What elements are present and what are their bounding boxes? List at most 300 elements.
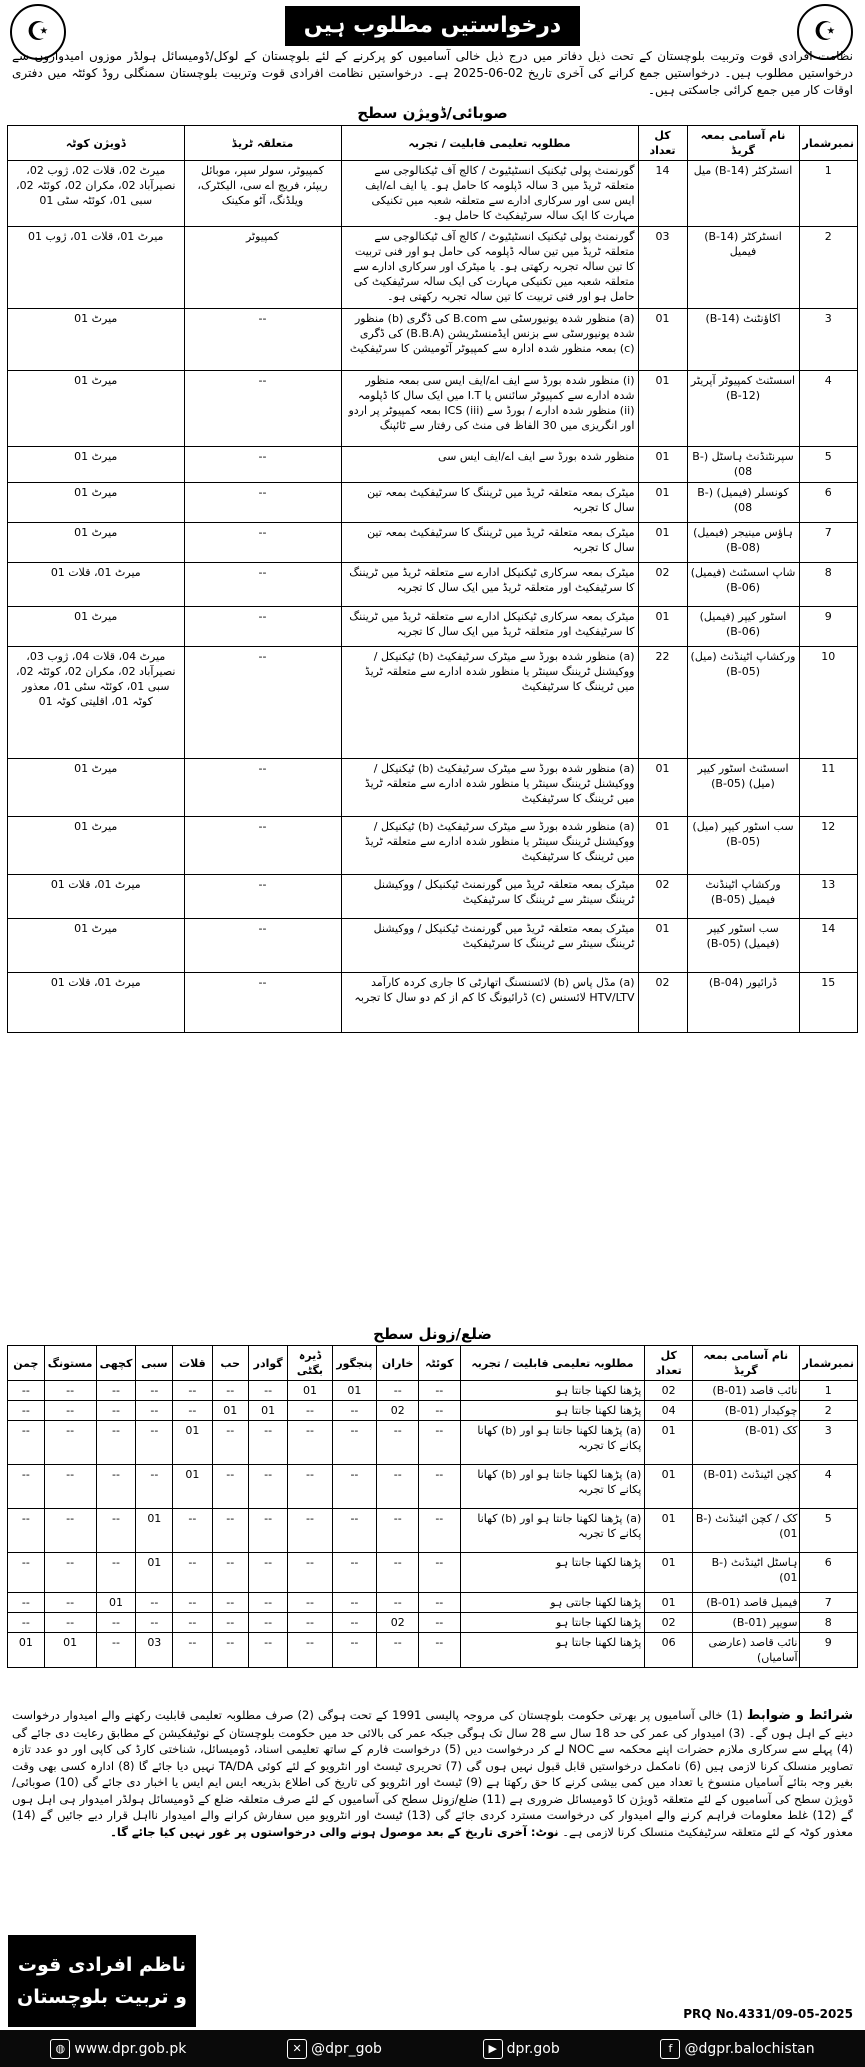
facebook-text: @dgpr.balochistan (684, 2040, 815, 2057)
qualification-cell: میٹرک بمعہ متعلقہ ٹریڈ میں ٹریننگ کا سرٹیفکیٹ بمعہ تین سال کا تجربہ (341, 523, 638, 563)
col-header: سبی (136, 1346, 173, 1381)
district-quota-cell: -- (173, 1593, 212, 1613)
serial-cell: 1 (799, 1381, 858, 1401)
district-quota-cell: -- (44, 1553, 96, 1593)
district-quota-cell: -- (212, 1465, 248, 1509)
col-quota: ڈویژن کوٹہ (8, 126, 185, 161)
district-quota-cell: 01 (136, 1553, 173, 1593)
count-cell: 01 (638, 759, 687, 817)
district-quota-cell: -- (96, 1633, 136, 1668)
serial-cell: 6 (799, 1553, 858, 1593)
district-quota-cell: -- (248, 1613, 288, 1633)
district-quota-cell: -- (248, 1465, 288, 1509)
col-header: چمن (8, 1346, 45, 1381)
count-cell: 01 (645, 1421, 693, 1465)
qualification-cell: پڑھنا لکھنا جانتا ہو (460, 1553, 645, 1593)
district-quota-cell: -- (332, 1465, 377, 1509)
serial-cell: 6 (799, 483, 858, 523)
facebook-icon: f (660, 2039, 680, 2059)
serial-cell: 7 (799, 1593, 858, 1613)
district-quota-cell: 02 (377, 1401, 419, 1421)
col-header: کل تعداد (645, 1346, 693, 1381)
district-quota-cell: -- (8, 1381, 45, 1401)
post-cell: ڈرائیور (B-04) (687, 973, 799, 1033)
district-quota-cell: 01 (212, 1401, 248, 1421)
count-cell: 01 (645, 1553, 693, 1593)
serial-cell: 14 (799, 919, 858, 973)
district-quota-cell: -- (332, 1401, 377, 1421)
col-header: نام آسامی بمعہ گریڈ (693, 1346, 799, 1381)
qualification-cell: (a) مڈل پاس (b) لائسنسنگ اتھارٹی کا جاری کردہ کارآمد HTV/LTV لائسنس (c) ڈرائیونگ کا کم از کم دو سال کا تجربہ (341, 973, 638, 1033)
col-trade: متعلقہ ٹریڈ (184, 126, 341, 161)
district-quota-cell: -- (377, 1465, 419, 1509)
qualification-cell: پڑھنا لکھنا جانتا ہو (460, 1401, 645, 1421)
post-cell: سپرنٹنڈنٹ ہاسٹل (B-08) (687, 447, 799, 483)
district-quota-cell: -- (419, 1553, 460, 1593)
district-quota-cell: -- (288, 1401, 332, 1421)
twitter-link[interactable] (287, 2039, 382, 2059)
table-row (8, 875, 858, 919)
district-quota-cell: -- (419, 1381, 460, 1401)
conditions-text: (1) خالی آسامیوں پر بھرتی حکومت بلوچستان کی مروجہ پالیسی 1991 کے تحت ہوگی (2) صرف مطلوبہ تعلیمی قابلیت رکھنے والے امیدوار درخواست دینے کے اہل ہوں گے۔ (3) امیدوار کی عمر کی حد 18 سال سے 28 سال تک ہوگی جبکہ عمر کی بالائی حد میں حکومت بلوچستان کے نوٹیفکیشن کے مطابق رعایت دی جائے گی (4) پہلے سے سرکاری ملازم حضرات اپنے محکمہ سے NOC لے کر درخواست دیں (5) درخواست فارم کے ساتھ تعلیمی اسناد، ڈومیسائل، شناختی کارڈ کی کاپی اور دو عدد تازہ تصاویر منسلک کرنا لازمی ہیں (6) نامکمل درخواستیں قابل قبول نہیں ہوں گی (7) تحریری ٹیسٹ اور انٹرویو کے لئے کوئی TA/DA نہیں دیا جائے گا (8) ادارہ کسی بھی وقت بغیر وجہ بتائے آسامیاں منسوخ یا تعداد میں کمی بیشی کرنے کا حق رکھتا ہے (9) ٹیسٹ اور انٹرویو کی تاریخ کی اطلاع بذریعہ ایس ایم ایس یا اخبار دی جائے گی (10) صوبائی/ڈویژن سطح کی آسامیوں کے لئے متعلقہ ڈویژن کا ڈومیسائل ضروری ہے (11) ضلع/زونل سطح کی آسامیوں کے لئے صرف متعلقہ ضلع کے ڈومیسائل ہولڈر امیدوار ہی اہل ہوں گے (12) غلط معلومات فراہم کرنے والے امیدوار کی درخواست مسترد کردی جائے گی (13) ٹیسٹ اور انٹرویو میں سفارش کرانے والے امیدوار نااہل قرار دیے جائیں گے (14) معذور کوٹہ کے لئے متعلقہ سرٹیفکیٹ منسلک کرنا لازمی ہے۔ (12, 1708, 854, 1839)
district-quota-cell: -- (96, 1421, 136, 1465)
qualification-cell: پڑھنا لکھنا جانتا ہو (460, 1381, 645, 1401)
count-cell: 02 (638, 563, 687, 607)
qualification-cell: (a) منظور شدہ بورڈ سے میٹرک سرٹیفکیٹ (b) ٹیکنیکل / ووکیشنل ٹریننگ سینٹر یا منظور شدہ ادارے سے متعلقہ ٹریڈ میں ٹریننگ کا سرٹیفکیٹ (341, 817, 638, 875)
district-quota-cell: -- (332, 1553, 377, 1593)
district-quota-cell: -- (96, 1613, 136, 1633)
qualification-cell: میٹرک بمعہ سرکاری ٹیکنیکل ادارے سے متعلقہ ٹریڈ میں ٹریننگ کا سرٹیفکیٹ اور متعلقہ ٹریڈ میں ایک سال کا تجربہ (341, 563, 638, 607)
table-row (8, 607, 858, 647)
qualification-cell: (a) منظور شدہ بورڈ سے میٹرک سرٹیفکیٹ (b) ٹیکنیکل / ووکیشنل ٹریننگ سینٹر یا منظور شدہ ادارے سے متعلقہ ٹریڈ میں ٹریننگ کا سرٹیفکیٹ (341, 759, 638, 817)
quota-cell: میرٹ 01 (8, 759, 185, 817)
trade-cell: -- (184, 483, 341, 523)
count-cell: 01 (638, 817, 687, 875)
district-quota-cell: -- (44, 1381, 96, 1401)
col-header: مطلوبہ تعلیمی قابلیت / تجربہ (460, 1346, 645, 1381)
serial-cell: 8 (799, 563, 858, 607)
qualification-cell: (i) منظور شدہ بورڈ سے ایف اے/ایف ایس سی بمعہ منظور شدہ ادارے سے کمپیوٹر سائنس یا I.T میں ایک سال کا ڈپلومہ (ii) منظور شدہ ادارے / بورڈ سے ICS (iii) بمعہ کمپیوٹر پر اردو اور انگریزی میں 30 الفاظ فی منٹ کی رفتار سے ٹائپنگ (341, 371, 638, 447)
district-quota-cell: -- (377, 1381, 419, 1401)
section2-title: ضلع/زونل سطح (373, 1325, 492, 1343)
qualification-cell: پڑھنا لکھنا جانتا ہو (460, 1613, 645, 1633)
count-cell: 01 (645, 1465, 693, 1509)
district-quota-cell: -- (136, 1381, 173, 1401)
district-quota-cell: -- (173, 1613, 212, 1633)
table-row (8, 1509, 858, 1553)
post-cell: نائب قاصد (B-01) (693, 1381, 799, 1401)
district-quota-cell: -- (419, 1613, 460, 1633)
district-quota-cell: 03 (136, 1633, 173, 1668)
col-header: کوئٹہ (419, 1346, 460, 1381)
table-row (8, 817, 858, 875)
serial-cell: 13 (799, 875, 858, 919)
youtube-link[interactable] (483, 2039, 560, 2059)
facebook-link[interactable] (660, 2039, 814, 2059)
table-row (8, 371, 858, 447)
district-quota-cell: -- (248, 1553, 288, 1593)
serial-cell: 15 (799, 973, 858, 1033)
district-quota-cell: 01 (332, 1381, 377, 1401)
district-quota-cell: -- (8, 1421, 45, 1465)
count-cell: 02 (638, 875, 687, 919)
post-cell: سویپر (B-01) (693, 1613, 799, 1633)
post-cell: شاپ اسسٹنٹ (فیمیل) (B-06) (687, 563, 799, 607)
youtube-icon: ▶ (483, 2039, 503, 2059)
signature-line-1: ناظم افرادی قوت (17, 1954, 187, 1976)
district-quota-cell: -- (248, 1381, 288, 1401)
conditions-note: نوٹ: آخری تاریخ کے بعد موصول ہونے والی درخواستوں پر غور نہیں کیا جائے گا۔ (110, 1824, 559, 1839)
post-cell: سب اسٹور کیپر (میل) (B-05) (687, 817, 799, 875)
social-footer (0, 2030, 865, 2067)
district-quota-cell: -- (212, 1381, 248, 1401)
col-header: گوادر (248, 1346, 288, 1381)
count-cell: 01 (638, 483, 687, 523)
col-header: نمبرشمار (799, 1346, 858, 1381)
col-header: حب (212, 1346, 248, 1381)
count-cell: 22 (638, 647, 687, 759)
district-quota-cell: -- (8, 1401, 45, 1421)
trade-cell: -- (184, 607, 341, 647)
district-quota-cell: -- (288, 1593, 332, 1613)
globe-icon: ◍ (50, 2039, 70, 2059)
table-row (8, 523, 858, 563)
trade-cell: -- (184, 759, 341, 817)
serial-cell: 11 (799, 759, 858, 817)
district-quota-cell: -- (377, 1633, 419, 1668)
count-cell: 01 (638, 607, 687, 647)
district-quota-cell: -- (248, 1593, 288, 1613)
x-twitter-icon: ✕ (287, 2039, 307, 2059)
district-quota-cell: 01 (136, 1509, 173, 1553)
qualification-cell: میٹرک بمعہ متعلقہ ٹریڈ میں گورنمنٹ ٹیکنیکل / ووکیشنل ٹریننگ سینٹر سے ٹریننگ کا سرٹیفکیٹ (341, 875, 638, 919)
district-quota-cell: -- (44, 1509, 96, 1553)
qualification-cell: میٹرک بمعہ متعلقہ ٹریڈ میں گورنمنٹ ٹیکنیکل / ووکیشنل ٹریننگ سینٹر سے ٹریننگ کا سرٹیفکیٹ (341, 919, 638, 973)
district-quota-cell: -- (8, 1465, 45, 1509)
intro-paragraph: نظامت افرادی قوت وتربیت بلوچستان کے تحت ذیل دفاتر میں درج ذیل خالی آسامیوں کو پرکرنے کے لئے بلوچستان کے لوکل/ڈومیسائل ہولڈر موزوں امیدواروں سے درخواستیں مطلوب ہیں۔ درخواستیں جمع کرانے کی آخری تاریخ 02-06-2025 ہے۔ درخواستیں نظامت افرادی قوت وتربیت بلوچستان سمنگلی روڈ کوئٹہ میں دفتری اوقات کار میں جمع کرائی جاسکتی ہیں۔ (12, 49, 854, 97)
serial-cell: 1 (799, 161, 858, 227)
post-cell: نائب قاصد (عارضی آسامیاں) (693, 1633, 799, 1668)
serial-cell: 2 (799, 1401, 858, 1421)
district-quota-cell: -- (136, 1593, 173, 1613)
trade-cell: -- (184, 919, 341, 973)
post-cell: ہاسٹل اٹینڈنٹ (B-01) (693, 1553, 799, 1593)
district-quota-cell: 01 (44, 1633, 96, 1668)
district-quota-cell: -- (377, 1509, 419, 1553)
trade-cell: -- (184, 447, 341, 483)
twitter-text: @dpr_gob (311, 2040, 382, 2057)
count-cell: 02 (645, 1381, 693, 1401)
quota-cell: میرٹ 01 (8, 817, 185, 875)
post-cell: فیمیل قاصد (B-01) (693, 1593, 799, 1613)
table-row (8, 919, 858, 973)
district-quota-cell: -- (96, 1401, 136, 1421)
serial-cell: 12 (799, 817, 858, 875)
qualification-cell: گورنمنٹ پولی ٹیکنیک انسٹیٹیوٹ / کالج آف ٹیکنالوجی سے متعلقہ ٹریڈ میں 3 سالہ ڈپلومہ کا حامل ہو۔ یا ایف اے/ایف ایس سی اور سرکاری ادارے سے متعلقہ شعبہ میں تکنیکی مہارت کا ایک سالہ سرٹیفکیٹ کا حامل ہو۔ (341, 161, 638, 227)
serial-cell: 7 (799, 523, 858, 563)
count-cell: 01 (638, 447, 687, 483)
count-cell: 03 (638, 227, 687, 309)
table-row (8, 1465, 858, 1509)
trade-cell: -- (184, 371, 341, 447)
serial-cell: 4 (799, 1465, 858, 1509)
serial-cell: 4 (799, 371, 858, 447)
district-quota-cell: 01 (173, 1421, 212, 1465)
table-row (8, 1381, 858, 1401)
youtube-text: dpr.gob (506, 2040, 560, 2057)
district-quota-cell: 02 (377, 1613, 419, 1633)
district-quota-cell: 01 (8, 1633, 45, 1668)
col-header: پنجگور (332, 1346, 377, 1381)
quota-cell: میرٹ 02، قلات 02، ژوب 02، نصیرآباد 02، مکران 02، کوئٹہ 02، سبی 01، کوئٹہ سٹی 01 (8, 161, 185, 227)
col-header: قلات (173, 1346, 212, 1381)
district-quota-cell: -- (44, 1593, 96, 1613)
district-quota-cell: -- (332, 1593, 377, 1613)
trade-cell: کمپیوٹر (184, 227, 341, 309)
district-quota-cell: -- (8, 1613, 45, 1633)
table-row (8, 483, 858, 523)
district-quota-cell: -- (332, 1421, 377, 1465)
count-cell: 01 (638, 309, 687, 371)
table-row (8, 1401, 858, 1421)
header (0, 0, 865, 110)
count-cell: 02 (638, 973, 687, 1033)
page-title: درخواستیں مطلوب ہیں (285, 6, 580, 46)
col-header: خاران (377, 1346, 419, 1381)
table-row (8, 227, 858, 309)
district-quota-cell: -- (419, 1401, 460, 1421)
qualification-cell: پڑھنا لکھنا جانتی ہو (460, 1593, 645, 1613)
district-quota-cell: -- (173, 1553, 212, 1593)
district-quota-cell: -- (248, 1509, 288, 1553)
district-quota-cell: -- (332, 1613, 377, 1633)
district-quota-cell: -- (8, 1593, 45, 1613)
district-quota-cell: 01 (248, 1401, 288, 1421)
col-post: نام آسامی بمعہ گریڈ (687, 126, 799, 161)
district-quota-cell: -- (44, 1465, 96, 1509)
conditions-title: شرائط و ضوابط (746, 1708, 854, 1723)
count-cell: 14 (638, 161, 687, 227)
quota-cell: میرٹ 01، قلات 01 (8, 973, 185, 1033)
quota-cell: میرٹ 01، قلات 01، ژوب 01 (8, 227, 185, 309)
district-quota-cell: -- (419, 1509, 460, 1553)
terms-and-conditions (12, 1707, 853, 1840)
table-row (8, 1553, 858, 1593)
district-quota-cell: 01 (173, 1465, 212, 1509)
district-quota-cell: 01 (96, 1593, 136, 1613)
district-quota-cell: -- (288, 1465, 332, 1509)
table-row (8, 1613, 858, 1633)
district-quota-cell: 01 (288, 1381, 332, 1401)
serial-cell: 3 (799, 1421, 858, 1465)
district-quota-cell: -- (419, 1633, 460, 1668)
qualification-cell: (a) منظور شدہ بورڈ سے میٹرک سرٹیفکیٹ (b) ٹیکنیکل / ووکیشنل ٹریننگ سینٹر یا منظور شدہ ادارے سے متعلقہ ٹریڈ میں ٹریننگ کا سرٹیفکیٹ (341, 647, 638, 759)
district-quota-cell: -- (136, 1421, 173, 1465)
table-row (8, 1633, 858, 1668)
post-cell: انسٹرکٹر (B-14) میل (687, 161, 799, 227)
district-quota-cell: -- (419, 1465, 460, 1509)
count-cell: 01 (638, 371, 687, 447)
qualification-cell: منظور شدہ بورڈ سے ایف اے/ایف ایس سی (341, 447, 638, 483)
district-quota-cell: -- (419, 1421, 460, 1465)
count-cell: 02 (645, 1613, 693, 1633)
table-row (8, 563, 858, 607)
qualification-cell: (a) پڑھنا لکھنا جانتا ہو اور (b) کھانا پکانے کا تجربہ (460, 1509, 645, 1553)
count-cell: 04 (645, 1401, 693, 1421)
post-cell: اسٹور کیپر (فیمیل) (B-06) (687, 607, 799, 647)
post-cell: ورکشاپ اٹینڈنٹ (میل) (B-05) (687, 647, 799, 759)
table-row (8, 973, 858, 1033)
qualification-cell: (a) پڑھنا لکھنا جانتا ہو اور (b) کھانا پکانے کا تجربہ (460, 1421, 645, 1465)
district-quota-cell: -- (96, 1381, 136, 1401)
trade-cell: -- (184, 563, 341, 607)
district-quota-cell: -- (377, 1553, 419, 1593)
serial-cell: 5 (799, 447, 858, 483)
trade-cell: -- (184, 647, 341, 759)
district-quota-cell: -- (288, 1509, 332, 1553)
district-posts-table (7, 1345, 858, 1668)
district-quota-cell: -- (248, 1633, 288, 1668)
post-cell: سب اسٹور کیپر (فیمیل) (B-05) (687, 919, 799, 973)
trade-cell: -- (184, 523, 341, 563)
post-cell: چوکیدار (B-01) (693, 1401, 799, 1421)
website-text: www.dpr.gob.pk (74, 2040, 187, 2057)
district-quota-cell: -- (44, 1613, 96, 1633)
serial-cell: 9 (799, 1633, 858, 1668)
quota-cell: میرٹ 01 (8, 919, 185, 973)
table-header-row (8, 126, 858, 161)
serial-cell: 8 (799, 1613, 858, 1633)
government-seal-icon: ☪ (10, 4, 66, 60)
district-quota-cell: -- (96, 1465, 136, 1509)
serial-cell: 10 (799, 647, 858, 759)
district-quota-cell: -- (332, 1509, 377, 1553)
table-header-row (8, 1346, 858, 1381)
district-quota-cell: -- (212, 1593, 248, 1613)
signature-line-2: و تربیت بلوچستان (17, 1986, 187, 2008)
district-quota-cell: -- (96, 1553, 136, 1593)
quota-cell: میرٹ 01، قلات 01 (8, 875, 185, 919)
trade-cell: کمپیوٹر، سولر سپر، موبائل ریپئر، فریج اے سی، الیکٹرک، ویلڈنگ، آٹو مکینک (184, 161, 341, 227)
district-quota-cell: -- (212, 1421, 248, 1465)
post-cell: کچن اٹینڈنٹ (B-01) (693, 1465, 799, 1509)
district-quota-cell: -- (377, 1593, 419, 1613)
count-cell: 01 (645, 1509, 693, 1553)
district-quota-cell: -- (288, 1421, 332, 1465)
table-row (8, 647, 858, 759)
post-cell: اکاؤنٹنٹ (B-14) (687, 309, 799, 371)
trade-cell: -- (184, 817, 341, 875)
district-quota-cell: -- (8, 1553, 45, 1593)
prq-number: PRQ No.4331/09-05-2025 (683, 2007, 853, 2021)
table-row (8, 161, 858, 227)
district-quota-cell: -- (419, 1593, 460, 1613)
serial-cell: 3 (799, 309, 858, 371)
district-quota-cell: -- (377, 1421, 419, 1465)
serial-cell: 2 (799, 227, 858, 309)
qualification-cell: میٹرک بمعہ متعلقہ ٹریڈ میں ٹریننگ کا سرٹیفکیٹ بمعہ تین سال کا تجربہ (341, 483, 638, 523)
district-quota-cell: -- (136, 1401, 173, 1421)
qualification-cell: (a) منظور شدہ یونیورسٹی سے B.com کی ڈگری (b) منظور شدہ یونیورسٹی سے بزنس ایڈمنسٹریشن (B.B.A) کی ڈگری (c) بمعہ منظور شدہ ادارہ سے کمپیوٹر آٹومیشن کا سرٹیفکیٹ (341, 309, 638, 371)
table-row (8, 1421, 858, 1465)
count-cell: 01 (638, 523, 687, 563)
balochistan-logo-icon: ☪ (797, 4, 853, 60)
quota-cell: میرٹ 01 (8, 523, 185, 563)
district-quota-cell: -- (248, 1421, 288, 1465)
post-cell: کونسلر (فیمیل) (B-08) (687, 483, 799, 523)
qualification-cell: گورنمنٹ پولی ٹیکنیک انسٹیٹیوٹ / کالج آف ٹیکنالوجی سے متعلقہ ٹریڈ میں تین سالہ ڈپلومہ کی حامل ہو اور فنی تربیت کا تین سالہ تجربہ رکھتی ہو۔ یا میٹرک اور سرکاری ادارے سے متعلقہ شعبہ میں تکنیکی مہارت کی ایک سالہ سرٹیفکیٹ کی حامل ہو اور فنی تربیت کا تین سالہ تجربہ رکھتی ہو۔ (341, 227, 638, 309)
col-header: کچھی (96, 1346, 136, 1381)
col-qualification: مطلوبہ تعلیمی قابلیت / تجربہ (341, 126, 638, 161)
district-quota-cell: -- (173, 1381, 212, 1401)
table-row (8, 309, 858, 371)
quota-cell: میرٹ 01 (8, 483, 185, 523)
serial-cell: 9 (799, 607, 858, 647)
table-row (8, 1593, 858, 1613)
quota-cell: میرٹ 01 (8, 309, 185, 371)
qualification-cell: پڑھنا لکھنا جانتا ہو (460, 1633, 645, 1668)
section1-title: صوبائی/ڈویژن سطح (357, 104, 508, 122)
qualification-cell: (a) پڑھنا لکھنا جانتا ہو اور (b) کھانا پکانے کا تجربہ (460, 1465, 645, 1509)
district-quota-cell: -- (288, 1633, 332, 1668)
post-cell: کک / کچن اٹینڈنٹ (B-01) (693, 1509, 799, 1553)
post-cell: ورکشاپ اٹینڈنٹ فیمیل (B-05) (687, 875, 799, 919)
district-quota-cell: -- (136, 1613, 173, 1633)
district-quota-cell: -- (332, 1633, 377, 1668)
count-cell: 01 (645, 1593, 693, 1613)
col-header: ڈیرہ بگٹی (288, 1346, 332, 1381)
website-link[interactable] (50, 2039, 186, 2059)
col-count: کل تعداد (638, 126, 687, 161)
post-cell: انسٹرکٹر (B-14) فیمیل (687, 227, 799, 309)
district-quota-cell: -- (173, 1509, 212, 1553)
district-quota-cell: -- (212, 1613, 248, 1633)
district-quota-cell: -- (8, 1509, 45, 1553)
district-quota-cell: -- (212, 1633, 248, 1668)
count-cell: 06 (645, 1633, 693, 1668)
district-quota-cell: -- (212, 1553, 248, 1593)
quota-cell: میرٹ 01 (8, 371, 185, 447)
trade-cell: -- (184, 973, 341, 1033)
district-quota-cell: -- (173, 1633, 212, 1668)
col-header: مستونگ (44, 1346, 96, 1381)
provincial-posts-table (7, 125, 858, 1033)
district-quota-cell: -- (44, 1401, 96, 1421)
signature-block (8, 1935, 196, 2027)
district-quota-cell: -- (212, 1509, 248, 1553)
district-quota-cell: -- (96, 1509, 136, 1553)
district-quota-cell: -- (288, 1553, 332, 1593)
district-quota-cell: -- (44, 1421, 96, 1465)
count-cell: 01 (638, 919, 687, 973)
quota-cell: میرٹ 04، قلات 04، ژوب 03، نصیرآباد 02، مکران 02، کوئٹہ 02، سبی 01، کوئٹہ سٹی 01، معذور کوٹہ 01، اقلیتی کوٹہ 01 (8, 647, 185, 759)
trade-cell: -- (184, 875, 341, 919)
quota-cell: میرٹ 01، قلات 01 (8, 563, 185, 607)
quota-cell: میرٹ 01 (8, 447, 185, 483)
district-quota-cell: -- (173, 1401, 212, 1421)
post-cell: اسسٹنٹ اسٹور کیپر (میل) (B-05) (687, 759, 799, 817)
serial-cell: 5 (799, 1509, 858, 1553)
trade-cell: -- (184, 309, 341, 371)
col-serial: نمبرشمار (799, 126, 858, 161)
district-quota-cell: -- (136, 1465, 173, 1509)
quota-cell: میرٹ 01 (8, 607, 185, 647)
qualification-cell: میٹرک بمعہ سرکاری ٹیکنیکل ادارے سے متعلقہ ٹریڈ میں ٹریننگ کا سرٹیفکیٹ اور متعلقہ ٹریڈ میں ایک سال کا تجربہ (341, 607, 638, 647)
post-cell: کک (B-01) (693, 1421, 799, 1465)
district-quota-cell: -- (288, 1613, 332, 1633)
table-row (8, 447, 858, 483)
post-cell: ہاؤس مینیجر (فیمیل) (B-08) (687, 523, 799, 563)
